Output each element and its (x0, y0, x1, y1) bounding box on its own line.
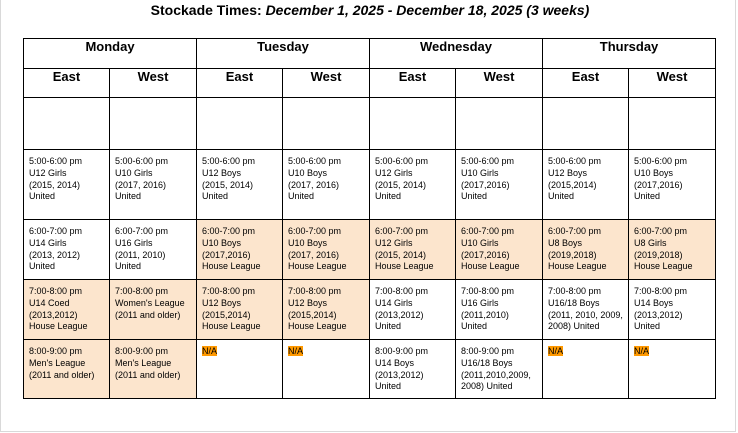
slot-division: U12 Girls (375, 167, 413, 178)
title-bold: Stockade Times: (150, 2, 266, 18)
slot-time: 5:00-6:00 pm (548, 156, 602, 166)
schedule-cell (629, 280, 716, 340)
slot-birth-years: (2017,2016) (202, 249, 251, 260)
slot-league: House League (548, 261, 607, 272)
blank-cell (197, 98, 283, 150)
slot-time: 7:00-8:00 pm (288, 286, 342, 296)
schedule-cell (456, 280, 543, 340)
slot-birth-years: (2017,2016) (461, 249, 510, 260)
slot-league: United (29, 261, 56, 272)
day-header-monday: Monday (24, 39, 197, 69)
schedule-cell (197, 340, 283, 399)
slot-time: 5:00-6:00 pm (634, 156, 688, 166)
slot-birth-years: (2017,2016) (461, 179, 510, 190)
slot-birth-years: (2019,2018) (548, 249, 597, 260)
schedule-cell (370, 280, 456, 340)
slot-division: U14 Boys (375, 357, 415, 368)
slot-division: U16 Girls (461, 297, 499, 308)
slot-birth-years: (2015, 2014) (29, 179, 81, 190)
slot-time: 7:00-8:00 pm (461, 286, 515, 296)
slot-birth-years: (2017,2016) (634, 179, 683, 190)
slot-time: 7:00-8:00 pm (634, 286, 688, 296)
slot-birth-years: (2013,2012) (375, 309, 424, 320)
slot-birth-years: (2013,2012) (634, 309, 683, 320)
schedule-cell (283, 150, 370, 220)
slot-division: U8 Girls (634, 237, 667, 248)
slot-time: 6:00-7:00 pm (29, 226, 83, 236)
slot-birth-years: (2011, 2010, 2009, (548, 309, 623, 320)
slot-league: United (29, 191, 56, 202)
blank-cell (543, 98, 629, 150)
schedule-cell (283, 220, 370, 280)
schedule-cell (197, 220, 283, 280)
slot-birth-years: (2017, 2016) (115, 179, 167, 190)
slot-time: 6:00-7:00 pm (548, 226, 602, 236)
schedule-cell (24, 280, 110, 340)
slot-birth-years: (2015,2014) (202, 309, 251, 320)
time-slot-row (24, 280, 716, 340)
day-header-row (24, 39, 716, 69)
schedule-cell (370, 150, 456, 220)
day-header-tuesday: Tuesday (197, 39, 370, 69)
slot-birth-years: (2013, 2012) (29, 249, 81, 260)
slot-league: House League (202, 261, 261, 272)
blank-row (24, 98, 716, 150)
slot-division: U16 Girls (115, 237, 153, 248)
slot-league: House League (375, 261, 434, 272)
slot-league: United (634, 321, 661, 332)
slot-division: U16/18 Boys (461, 357, 513, 368)
time-slot-row (24, 340, 716, 399)
slot-division: Women's League (115, 297, 185, 308)
slot-division: U12 Girls (29, 167, 67, 178)
schedule-cell (110, 150, 197, 220)
side-header-east: East (197, 69, 283, 98)
slot-division: U10 Girls (115, 167, 153, 178)
slot-division: U14 Boys (634, 297, 674, 308)
slot-league: United (375, 321, 402, 332)
slot-division: U10 Girls (461, 237, 499, 248)
slot-birth-years: (2011,2010) (461, 309, 509, 320)
slot-division: U10 Boys (288, 167, 328, 178)
not-available-badge: N/A (634, 346, 650, 356)
side-header-west: West (110, 69, 197, 98)
blank-cell (283, 98, 370, 150)
slot-time: 5:00-6:00 pm (202, 156, 256, 166)
slot-time: 6:00-7:00 pm (115, 226, 169, 236)
slot-birth-years: (2015,2014) (288, 309, 337, 320)
blank-cell (370, 98, 456, 150)
blank-cell (24, 98, 110, 150)
slot-time: 7:00-8:00 pm (375, 286, 429, 296)
slot-birth-years: (2011, 2010) (115, 249, 166, 260)
slot-birth-years: (2013,2012) (375, 369, 424, 380)
slot-time: 6:00-7:00 pm (461, 226, 515, 236)
schedule-cell (110, 280, 197, 340)
slot-birth-years: (2019,2018) (634, 249, 683, 260)
slot-time: 8:00-9:00 pm (29, 346, 83, 356)
slot-league: 2008) United (461, 381, 513, 392)
side-header-west: West (456, 69, 543, 98)
slot-time: 5:00-6:00 pm (288, 156, 342, 166)
schedule-cell (629, 220, 716, 280)
slot-league: 2008) United (548, 321, 600, 332)
slot-league: United (634, 191, 661, 202)
slot-league: United (115, 191, 142, 202)
schedule-table (23, 38, 716, 399)
slot-league: House League (288, 321, 347, 332)
slot-division: U14 Girls (29, 237, 67, 248)
slot-birth-years: (2017, 2016) (288, 249, 340, 260)
slot-time: 6:00-7:00 pm (634, 226, 688, 236)
schedule-cell (456, 220, 543, 280)
schedule-cell (110, 340, 197, 399)
schedule-cell (456, 340, 543, 399)
slot-division: U12 Boys (202, 167, 242, 178)
time-slot-row (24, 220, 716, 280)
schedule-cell (283, 280, 370, 340)
slot-league: United (548, 191, 575, 202)
slot-division: U12 Boys (548, 167, 588, 178)
slot-division: U14 Girls (375, 297, 413, 308)
blank-cell (110, 98, 197, 150)
slot-time: 5:00-6:00 pm (29, 156, 83, 166)
schedule-cell (543, 340, 629, 399)
slot-league: United (288, 191, 315, 202)
schedule-cell (629, 150, 716, 220)
slot-league: House League (288, 261, 347, 272)
side-header-east: East (370, 69, 456, 98)
slot-birth-years: (2011,2010,2009, (461, 369, 531, 380)
title-date-range: December 1, 2025 - December 18, 2025 (3 weeks) (265, 2, 590, 18)
not-available-badge: N/A (548, 346, 564, 356)
schedule-cell (543, 150, 629, 220)
side-header-west: West (629, 69, 716, 98)
schedule-cell (197, 150, 283, 220)
slot-league: House League (461, 261, 520, 272)
slot-time: 5:00-6:00 pm (375, 156, 429, 166)
slot-time: 7:00-8:00 pm (115, 286, 169, 296)
time-slot-row (24, 150, 716, 220)
schedule-cell (370, 220, 456, 280)
side-header-east: East (543, 69, 629, 98)
schedule-cell (283, 340, 370, 399)
slot-division: U16/18 Boys (548, 297, 600, 308)
schedule-cell (543, 220, 629, 280)
not-available-badge: N/A (288, 346, 304, 356)
slot-division: U12 Boys (202, 297, 242, 308)
schedule-cell (197, 280, 283, 340)
schedule-cell (629, 340, 716, 399)
slot-birth-years: (2015, 2014) (202, 179, 254, 190)
slot-division: U10 Boys (288, 237, 328, 248)
schedule-cell (24, 340, 110, 399)
schedule-cell (24, 150, 110, 220)
slot-division: Men's League (115, 357, 172, 368)
slot-birth-years: (2013,2012) (29, 309, 78, 320)
document-title (1, 2, 738, 18)
day-header-wednesday: Wednesday (370, 39, 543, 69)
slot-league: House League (29, 321, 88, 332)
slot-division: U14 Coed (29, 297, 70, 308)
slot-time: 6:00-7:00 pm (288, 226, 342, 236)
schedule-cell (456, 150, 543, 220)
schedule-cell (24, 220, 110, 280)
schedule-cell (543, 280, 629, 340)
slot-league: United (375, 191, 402, 202)
side-header-east: East (24, 69, 110, 98)
slot-birth-years: (2011 and older) (115, 369, 181, 380)
slot-league: United (461, 321, 488, 332)
blank-cell (629, 98, 716, 150)
schedule-cell (370, 340, 456, 399)
slot-birth-years: (2011 and older) (115, 309, 181, 320)
slot-time: 6:00-7:00 pm (375, 226, 429, 236)
slot-division: U12 Boys (288, 297, 328, 308)
slot-division: U10 Boys (202, 237, 242, 248)
slot-league: United (115, 261, 142, 272)
not-available-badge: N/A (202, 346, 218, 356)
slot-time: 8:00-9:00 pm (375, 346, 429, 356)
slot-birth-years: (2017, 2016) (288, 179, 340, 190)
slot-birth-years: (2015, 2014) (375, 179, 427, 190)
slot-league: United (461, 191, 488, 202)
side-header-west: West (283, 69, 370, 98)
slot-birth-years: (2015,2014) (548, 179, 597, 190)
slot-division: U10 Boys (634, 167, 674, 178)
blank-cell (456, 98, 543, 150)
slot-division: U8 Boys (548, 237, 583, 248)
slot-birth-years: (2011 and older) (29, 369, 95, 380)
slot-time: 5:00-6:00 pm (115, 156, 169, 166)
side-header-row (24, 69, 716, 98)
slot-time: 7:00-8:00 pm (202, 286, 256, 296)
slot-league: House League (634, 261, 693, 272)
slot-time: 6:00-7:00 pm (202, 226, 256, 236)
slot-division: Men's League (29, 357, 86, 368)
slot-time: 8:00-9:00 pm (115, 346, 169, 356)
slot-time: 7:00-8:00 pm (548, 286, 602, 296)
schedule-cell (110, 220, 197, 280)
slot-time: 7:00-8:00 pm (29, 286, 83, 296)
slot-time: 8:00-9:00 pm (461, 346, 515, 356)
slot-birth-years: (2015, 2014) (375, 249, 427, 260)
slot-league: United (375, 381, 402, 392)
slot-league: United (202, 191, 229, 202)
slot-time: 5:00-6:00 pm (461, 156, 515, 166)
slot-division: U10 Girls (461, 167, 499, 178)
slot-league: House League (202, 321, 261, 332)
slot-division: U12 Girls (375, 237, 413, 248)
day-header-thursday: Thursday (543, 39, 716, 69)
